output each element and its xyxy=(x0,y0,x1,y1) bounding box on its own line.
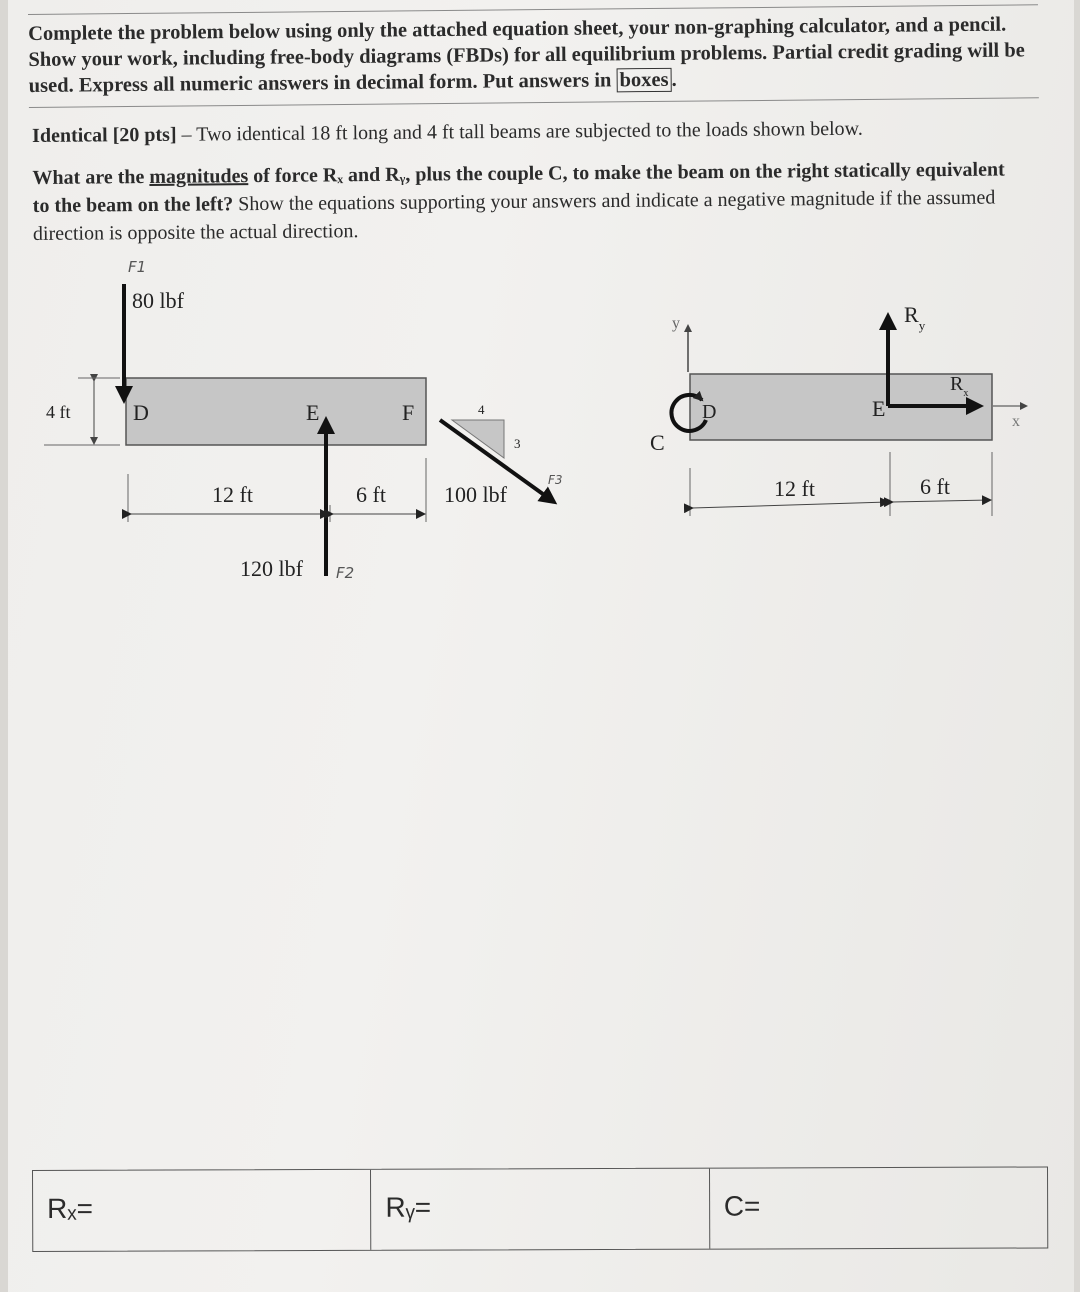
left-beam xyxy=(44,258,563,582)
left-beam-body xyxy=(126,378,426,445)
dimension-6ft-right xyxy=(892,500,990,502)
couple-label: C xyxy=(650,430,665,455)
dim-12ft-label-right: 12 ft xyxy=(774,476,815,501)
x-axis-label: x xyxy=(1012,413,1020,430)
answer-rx-label: Rₓ= xyxy=(47,1192,93,1224)
problem-intro: – Two identical 18 ft long and 4 ft tall beams are subjected to the loads shown below. xyxy=(176,117,863,146)
force-100-label: 100 lbf xyxy=(444,482,507,507)
dim-6ft-label-right: 6 ft xyxy=(920,474,950,499)
boxed-word: boxes xyxy=(616,68,671,93)
point-d-right: D xyxy=(702,401,717,423)
point-d-left: D xyxy=(133,400,149,425)
force-120-label: 120 lbf xyxy=(240,556,303,581)
problem-heading: Identical [20 pts] xyxy=(32,123,177,147)
rx-label: $R_x$ xyxy=(950,373,969,399)
dim-6ft-label-left: 6 ft xyxy=(356,482,386,507)
answer-c-box[interactable] xyxy=(710,1167,1048,1248)
instructions-text: Complete the problem below using only the attached equation sheet, your non-graphing calculator, and a pencil. Show your work, including free-body diagrams (FBDs) for all equilibrium problems. Partial credit grading will be used. Express all numeric answers in decimal form. Put answers in xyxy=(28,13,1025,97)
hand-note-f1: F1 xyxy=(128,258,147,276)
right-beam xyxy=(650,302,1026,516)
problem-question: What are the magnitudes of force Rₓ and Rᵧ, plus the couple C, to make the beam on the right statically equivalent to the beam on the left? Show the equations supporting your answers and indicate a negative magnitude if the assumed direction is opposite the actual direction. xyxy=(32,158,1005,245)
answer-ry-label: Rᵧ= xyxy=(385,1191,432,1223)
dim-12ft-label-left: 12 ft xyxy=(212,482,253,507)
point-f-left: F xyxy=(402,400,415,425)
dimension-12ft-right xyxy=(692,502,888,508)
answer-c-label: C= xyxy=(723,1190,761,1222)
point-e-left: E xyxy=(306,400,320,425)
point-e-right: E xyxy=(872,396,886,421)
instructions: Complete the problem below using only the attached equation sheet, your non-graphing calculator, and a pencil. Show your work, including free-body diagrams (FBDs) for all equilibrium problems. Partial credit grading will be used. Express all numeric answers in decimal form. Put answers in boxes . xyxy=(28,4,1039,108)
force-80-label: 80 lbf xyxy=(132,288,184,313)
slope-rise: 3 xyxy=(514,436,521,451)
slope-run: 4 xyxy=(478,402,485,417)
hand-note-f3: F3 xyxy=(548,473,563,487)
ry-label: $R_y$ xyxy=(904,302,926,333)
answer-ry-box[interactable] xyxy=(371,1169,710,1250)
answer-rx-box[interactable] xyxy=(33,1170,372,1251)
answer-boxes xyxy=(32,1166,1048,1252)
y-axis-label: y xyxy=(672,315,680,332)
slope-triangle xyxy=(452,420,504,458)
height-label: 4 ft xyxy=(46,402,71,422)
hand-note-f2: F2 xyxy=(336,564,355,582)
